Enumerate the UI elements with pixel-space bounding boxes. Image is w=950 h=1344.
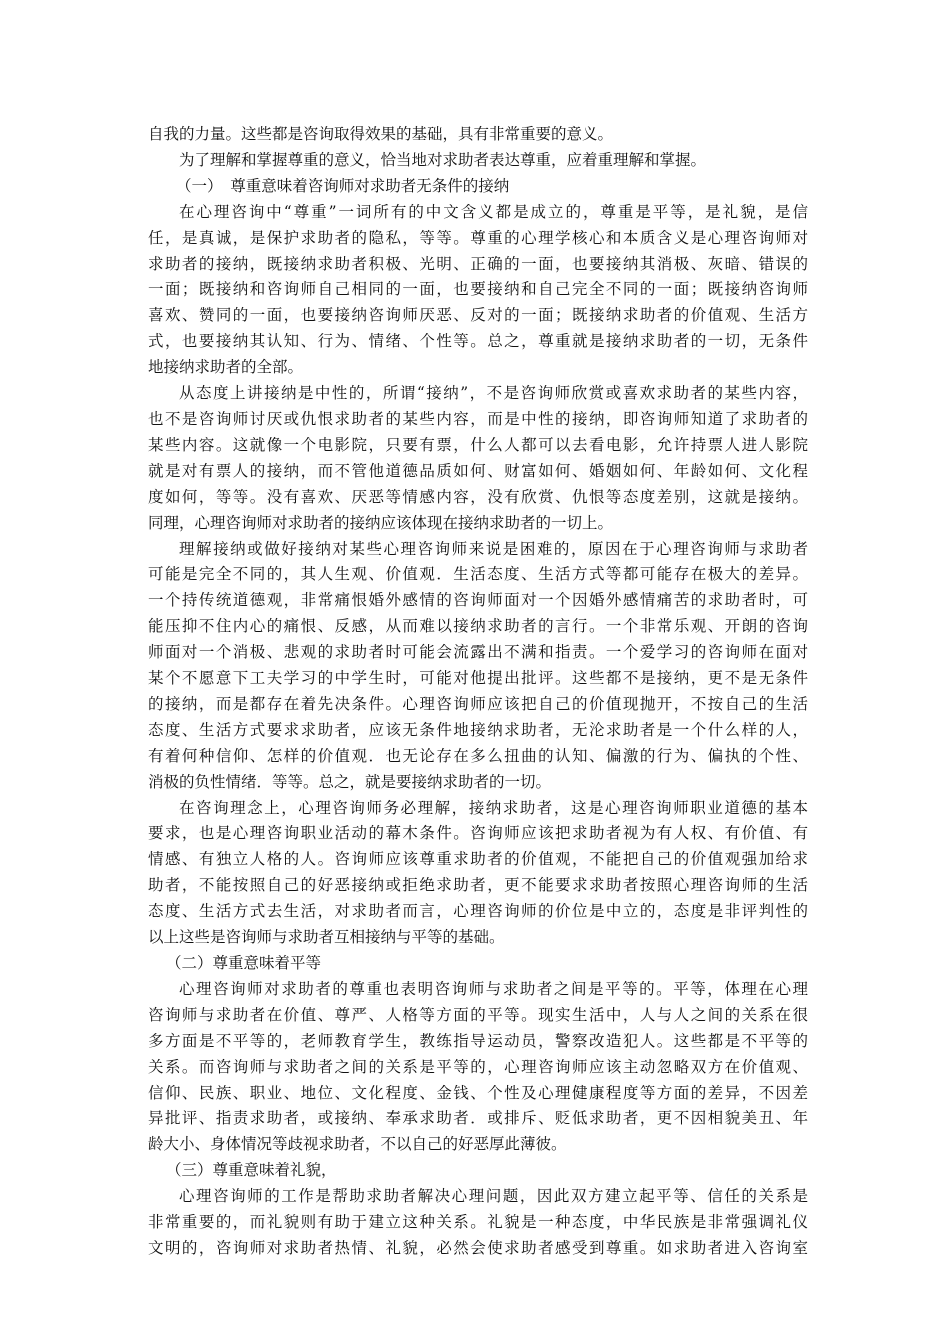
text-line: 消极的负性情绪．等等。总之，就是要接纳求助者的一切。 (148, 772, 552, 791)
text-line: 师面对一个消极、悲观的求助者时可能会流露出不满和指责。一个爱学习的咨询师在面对 (148, 643, 808, 662)
text-line: 龄大小、身体情况等歧视求助者，不以自己的好恶厚此薄彼。 (148, 1135, 567, 1154)
paragraph-first-line: 理解接纳或做好接纳对某些心理咨询师来说是困难的，原因在于心理咨询师与求助者 (179, 539, 808, 558)
text-line: 要求，也是心理咨询职业活动的幕木条件。咨询师应该把求助者视为有人权、有价值、有 (148, 824, 808, 843)
text-line: 求助者的接纳，既接纳求助者积极、光明、正确的一面，也要接纳其消极、灰暗、错误的 (148, 254, 808, 273)
paragraph-first-line: 从态度上讲接纳是中性的，所谓“接纳”，不是咨询师欣赏或喜欢求助者的某些内容， (179, 384, 808, 403)
text-line: 度如何，等等。没有喜欢、厌恶等情感内容，没有欣赏、仇恨等态度差别，这就是接纳。 (148, 487, 808, 506)
text-line: 多方面是不平等的，老师教育学生，教练指导运动员，警察改造犯人。这些都是不平等的 (148, 1031, 808, 1050)
text-line: 就是对有票人的接纳，而不管他道德品质如何、财富如何、婚姻如何、年龄如何、文化程 (148, 461, 808, 480)
text-line: 能压抑不住内心的痛恨、反感，从而难以接纳求助者的言行。一个非常乐观、开朗的咨询 (148, 617, 808, 636)
paragraph-first-line: 心理咨询师对求助者的尊重也表明咨询师与求助者之间是平等的。平等，体理在心理 (179, 979, 808, 998)
text-line: 的接纳，而是都存在着先决条件。心理咨询师应该把自己的价值现抛开，不按自己的生活 (148, 694, 808, 713)
text-line: 地接纳求助者的全部。 (148, 358, 304, 377)
text-line: 有着何种信仰、怎样的价值观．也无论存在多么扭曲的认知、偏激的行为、偏执的个性、 (148, 746, 808, 765)
paragraph-first-line: 在咨询理念上，心理咨询师务必理解，接纳求助者，这是心理咨询师职业道德的基本 (179, 798, 808, 817)
section-heading-3: （三）尊重意味着礼貌， (166, 1161, 337, 1180)
text-line: 某个不愿意下工夫学习的中学生时，可能对他提出批评。这些都不是接纳，更不是无条件 (148, 669, 808, 688)
text-line: 自我的力量。这些都是咨询取得效果的基础，具有非常重要的意义。 (148, 125, 614, 143)
text-line: 信仰、民族、职业、地位、文化程度、金钱、个性及心理健康程度等方面的差异，不因差 (148, 1083, 808, 1102)
text-line: 情感、有独立人格的人。咨询师应该尊重求助者的价值观，不能把自己的价值观强加给求 (148, 850, 808, 869)
text-line: 一面；既接纳和咨询师自己相同的一面，也要接纳和自己完全不同的一面；既接纳咨询师 (148, 280, 808, 299)
text-line: 式，也要接纳其认知、行为、情绪、个性等。总之，尊重就是接纳求助者的一切，无条件 (148, 332, 808, 351)
paragraph-first-line: 为了理解和掌握尊重的意义，恰当地对求助者表达尊重，应着重理解和掌握。 (179, 150, 707, 169)
text-line: 关系。而咨询师与求助者之间的关系是平等的，心理咨询师应该主动忽略双方在价值观、 (148, 1057, 808, 1076)
paragraph-first-line: 心理咨询师的工作是帮助求助者解决心理问题，因此双方建立起平等、信任的关系是 (179, 1187, 808, 1206)
text-line: 咨询师与求助者在价值、尊严、人格等方面的平等。现实生活中，人与人之间的关系在很 (148, 1005, 808, 1024)
text-line: 异批评、指责求助者，或接纳、奉承求助者．或排斥、贬低求助者，更不因相貌美丑、年 (148, 1109, 808, 1128)
section-heading-1: （一） 尊重意味着咨询师对求助者无条件的接纳 (176, 176, 510, 195)
section-heading-2: （二）尊重意味着平等 (166, 954, 322, 972)
text-line: 助者，不能按照自己的好恶接纳或拒绝求助者，更不能要求求助者按照心理咨询师的生活 (148, 876, 808, 895)
text-line: 同理，心理咨询师对求助者的接纳应该体现在接纳求助者的一切上。 (148, 513, 614, 532)
text-line: 某些内容。这就像一个电影院，只要有票，什么人都可以去看电影，允许持票人进人影院 (148, 435, 808, 454)
text-line: 任，是真诚，是保护求助者的隐私，等等。尊重的心理学核心和本质含义是心理咨询师对 (148, 228, 808, 247)
text-line: 文明的，咨询师对求助者热情、礼貌，必然会使求助者感受到尊重。如求助者进入咨询室 (148, 1238, 808, 1257)
text-line: 态度、生活方式要求求助者，应该无条件地接纳求助者，无沦求助者是一个什么样的人， (148, 720, 808, 739)
text-line: 可能是完全不同的，其人生观、价值观．生活态度、生活方式等都可能存在极大的差异。 (148, 565, 808, 584)
text-line: 非常重要的，而礼貌则有助于建立这种关系。礼貌是一种态度，中华民族是非常强调礼仪 (148, 1213, 808, 1232)
text-line: 一个持传统道德观，非常痛恨婚外感情的咨询师面对一个因婚外感情痛苦的求助者时，可 (148, 591, 808, 610)
text-line: 态度、生活方式去生活，对求助者而言，心理咨询师的价位是中立的，态度是非评判性的 (148, 902, 808, 921)
body-text (148, 122, 808, 1262)
text-line: 喜欢、赞同的一面，也要接纳咨询师厌恶、反对的一面；既接纳求助者的价值观、生活方 (148, 306, 808, 325)
text-line: 以上这些是咨询师与求助者互相接纳与平等的基础。 (148, 928, 505, 947)
paragraph-first-line: 在心理咨询中“尊重”一词所有的中文含义都是成立的，尊重是平等，是礼貌，是信 (179, 202, 808, 221)
text-line: 也不是咨询师讨厌或仇恨求助者的某些内容，而是中性的接纳，即咨询师知道了求助者的 (148, 409, 808, 428)
